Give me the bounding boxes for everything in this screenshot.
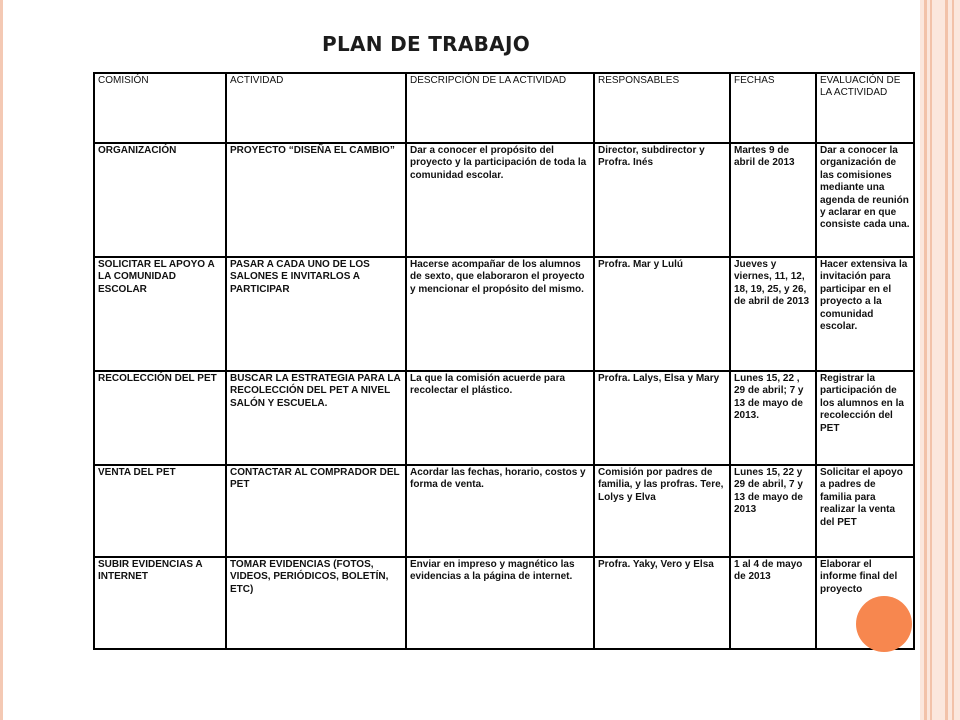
cell-responsables: Profra. Mar y Lulú — [594, 257, 730, 371]
cell-descripcion: Hacerse acompañar de los alumnos de sexto, que elaboraron el proyecto y mencionar el propósito del mismo. — [406, 257, 594, 371]
cell-descripcion: Enviar en impreso y magnético las evidencias a la página de internet. — [406, 557, 594, 649]
cell-actividad: PROYECTO “DISEÑA EL CAMBIO” — [226, 143, 406, 257]
cell-fechas: 1 al 4 de mayo de 2013 — [730, 557, 816, 649]
cell-responsables: Profra. Lalys, Elsa y Mary — [594, 371, 730, 465]
cell-comision: ORGANIZACIÓN — [94, 143, 226, 257]
header-evaluacion: EVALUACIÓN DE LA ACTIVIDAD — [816, 73, 914, 143]
cell-fechas: Lunes 15, 22 y 29 de abril, 7 y 13 de mayo de 2013 — [730, 465, 816, 557]
cell-descripcion: Acordar las fechas, horario, costos y forma de venta. — [406, 465, 594, 557]
work-plan-table — [93, 72, 915, 650]
cell-fechas: Martes 9 de abril de 2013 — [730, 143, 816, 257]
cell-fechas: Lunes 15, 22 , 29 de abril; 7 y 13 de mayo de 2013. — [730, 371, 816, 465]
cell-evaluacion: Hacer extensiva la invitación para participar en el proyecto a la comunidad escolar. — [816, 257, 914, 371]
header-descripcion: DESCRIPCIÓN DE LA ACTIVIDAD — [406, 73, 594, 143]
cell-actividad: TOMAR EVIDENCIAS (FOTOS, VIDEOS, PERIÓDICOS, BOLETÍN, ETC) — [226, 557, 406, 649]
cell-comision: SUBIR EVIDENCIAS A INTERNET — [94, 557, 226, 649]
cell-actividad: BUSCAR LA ESTRATEGIA PARA LA RECOLECCIÓN DEL PET A NIVEL SALÓN Y ESCUELA. — [226, 371, 406, 465]
table-row — [94, 465, 914, 557]
header-actividad: ACTIVIDAD — [226, 73, 406, 143]
cell-descripcion: Dar a conocer el propósito del proyecto y la participación de toda la comunidad escolar. — [406, 143, 594, 257]
decorative-stripe — [924, 0, 927, 720]
cell-evaluacion: Dar a conocer la organización de las comisiones mediante una agenda de reunión y aclarar en que consiste cada una. — [816, 143, 914, 257]
cell-evaluacion: Registrar la participación de los alumnos en la recolección del PET — [816, 371, 914, 465]
cell-actividad: CONTACTAR AL COMPRADOR DEL PET — [226, 465, 406, 557]
cell-responsables: Profra. Yaky, Vero y Elsa — [594, 557, 730, 649]
decorative-orange-circle — [856, 596, 912, 652]
decorative-stripe — [945, 0, 948, 720]
table-row — [94, 557, 914, 649]
slide-title: PLAN DE TRABAJO — [322, 32, 530, 56]
cell-responsables: Comisión por padres de familia, y las profras. Tere, Lolys y Elva — [594, 465, 730, 557]
cell-evaluacion: Solicitar el apoyo a padres de familia para realizar la venta del PET — [816, 465, 914, 557]
cell-comision: RECOLECCIÓN DEL PET — [94, 371, 226, 465]
left-edge-rule — [0, 0, 3, 720]
header-responsables: RESPONSABLES — [594, 73, 730, 143]
decorative-stripe — [930, 0, 932, 720]
header-comision: COMISIÓN — [94, 73, 226, 143]
cell-comision: VENTA DEL PET — [94, 465, 226, 557]
table-row — [94, 257, 914, 371]
table-row — [94, 371, 914, 465]
table-row — [94, 143, 914, 257]
cell-evaluacion: Elaborar el informe final del proyecto — [816, 557, 914, 649]
cell-comision: SOLICITAR EL APOYO A LA COMUNIDAD ESCOLAR — [94, 257, 226, 371]
cell-fechas: Jueves y viernes, 11, 12, 18, 19, 25, y 26, de abril de 2013 — [730, 257, 816, 371]
decorative-stripe — [952, 0, 954, 720]
cell-responsables: Director, subdirector y Profra. Inés — [594, 143, 730, 257]
header-fechas: FECHAS — [730, 73, 816, 143]
header-row — [94, 73, 914, 143]
cell-descripcion: La que la comisión acuerde para recolectar el plástico. — [406, 371, 594, 465]
cell-actividad: PASAR A CADA UNO DE LOS SALONES E INVITARLOS A PARTICIPAR — [226, 257, 406, 371]
